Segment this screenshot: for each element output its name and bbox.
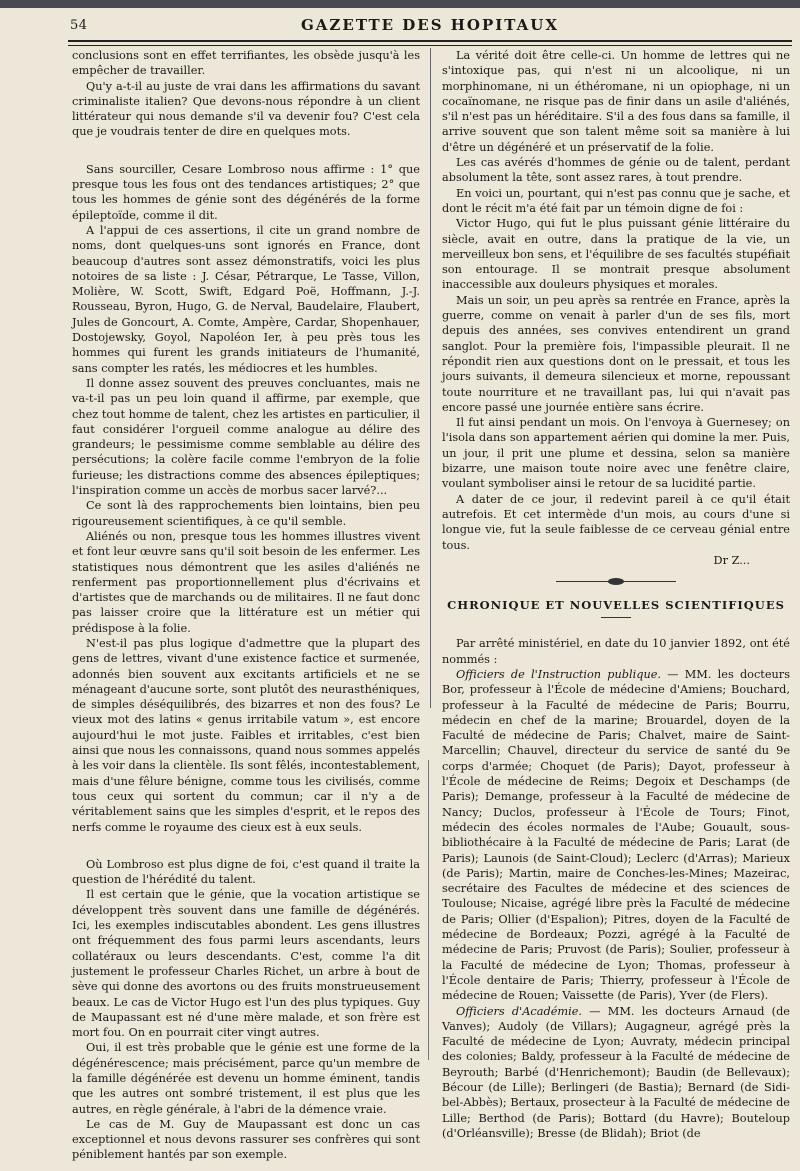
academie-label: Officiers d'Académie. (456, 1004, 583, 1018)
right-column (442, 48, 790, 1141)
header-rule (68, 40, 792, 46)
paragraph: Aliénés ou non, presque tous les hommes illustres vivent et font leur œuvre sans qu'il soit besoin de les enfermer. Les statistiques nous démontrent que les asiles d'aliénés ne renferment pas proportionnellement plus d'écrivains et d'artistes que de marchands ou de militaires. Il ne faut donc pas laisser croire que la littérature est un métier qui prédispose à la folie. (72, 529, 420, 635)
academie-list: — MM. les docteurs Arnaud (de Vanves); Audoly (de Villars); Augagneur, agrégé près la Faculté de médecine de Lyon; Auvraty, médecin principal des colonies; Baldy, professeur à la Faculté de médecine de Beyrouth; Barbé (d'Henrichemont); Baudin (de Bellevaux); Bécour (de Lille); Berlingeri (de Bastia); Bernard (de Sidi-bel-Abbès); Bertaux, prosecteur à la Faculté de médecine de Lille; Berthod (de Paris); Bottard (du Havre); Bouteloup (d'Orléansville); Bresse (de Blidah); Briot (de (442, 1004, 790, 1140)
paragraph: conclusions sont en effet terrifiantes, les obsède jusqu'à les empêcher de travailler. (72, 49, 420, 78)
paragraph: Ce sont là des rapprochements bien lointains, bien peu rigoureusement scientifiques, à ce qu'il semble. (72, 499, 420, 528)
paragraph: Sans sourciller, Cesare Lombroso nous affirme : 1° que presque tous les fous ont des tendances artistiques; 2° que tous les hommes de génie sont des dégénérés de la forme épileptoïde, comme il dit. (72, 162, 420, 222)
paragraph: Victor Hugo, qui fut le plus puissant génie littéraire du siècle, avait en outre, dans la pratique de la vie, un merveilleux bon sens, et l'équilibre de ses facultés stupéfiait son entourage. Il se montrait presque absolument inaccessible aux douleurs physiques et morales. (442, 217, 790, 292)
paragraph: Mais un soir, un peu après sa rentrée en France, après la guerre, comme on venait à parler d'un de ses fils, mort depuis des années, ses convives entendirent un grand sanglot. Pour la première fois, l'impassible pleurait. Il ne répondit rien aux questions dont on le pressait, et tous les jours suivants, il demeura silencieux et morne, repoussant toute nourriture et ne travaillant pas, lui qui n'avait pas encore passé une journée entière sans écrire. (442, 293, 790, 414)
paragraph: A dater de ce jour, il redevint pareil à ce qu'il était autrefois. Et cet intermède d'un mois, au cours d'une si longue vie, fut la seule faiblesse de ce cerveau génial entre tous. (442, 492, 790, 552)
paragraph: Il donne assez souvent des preuves concluantes, mais ne va-t-il pas un peu loin quand il affirme, par exemple, que chez tout homme de talent, chez les artistes en particulier, il faut considérer l'orgueil comme analogue au délire des grandeurs; le pessimisme comme semblable au délire des persécutions; la colère facile comme l'embryon de la folie furieuse; les distractions comme des absences épileptiques; l'inspiration comme un accès de morbus sacer larvé?... (72, 376, 420, 498)
paragraph: Les cas avérés d'hommes de génie ou de talent, perdant absolument la tête, sont assez rares, à tout prendre. (442, 156, 790, 185)
author-signature: Dr Z... (713, 553, 750, 567)
paragraph: A l'appui de ces assertions, il cite un grand nombre de noms, dont quelques-uns sont ignorés en France, dont beaucoup d'autres sont assez démonstratifs, voici les plus notoires de sa liste : J. César, Pétrarque, Le Tasse, Villon, Molière, W. Scott, Swift, Edgard Poë, Hoffmann, J.-J. Rousseau, Byron, Hugo, G. de Nerval, Baudelaire, Flaubert, Jules de Goncourt, A. Comte, Ampère, Cardar, Shopenhauer, Dostojewsky, Goyol, Napoléon Ier, à peu près tous les hommes qui furent les grands initiateurs de l'humanité, sans compter les ratés, les médiocres et les humbles. (72, 223, 420, 375)
ornament-separator (556, 578, 676, 586)
journal-title: GAZETTE DES HOPITAUX (300, 16, 559, 34)
paragraph: Qu'y a-t-il au juste de vrai dans les affirmations du savant criminaliste italien? Que devons-nous répondre à un client littérateur qui nous demande s'il va devenir fou? C'est cela que je voudrais tenter de dire en quelques mots. (72, 79, 420, 139)
paragraph: Le cas de M. Guy de Maupassant est donc un cas exceptionnel et nous devons rassurer ses confrères qui sont péniblement hantés par son exemple. (72, 1117, 420, 1162)
paragraph: N'est-il pas plus logique d'admettre que la plupart des gens de lettres, vivant d'une existence factice et surmenée, adonnés bien souvent aux excitants artificiels et ne se ménageant d'aucune sorte, sont plutôt des neurasthéniques, de simples déséquilibrés, des bizarres et non des fous? Le vieux mot des latins « genus irritabile vatum », est encore aujourd'hui le mot juste. Faibles et irritables, c'est bien ainsi que nous les connaissons, quand nous sommes appelés à les voir dans la clientèle. Ils sont fêlés, incontestablement, mais d'une fêlure bénigne, comme tous les civilisés, comme tous ceux qui sortent du commun; car il n'y a de véritablement sains que les simples d'esprit, et le repos des nerfs comme le royaume des cieux est à eux seuls. (72, 636, 420, 834)
paragraph: Où Lombroso est plus digne de foi, c'est quand il traite la question de l'hérédité du talent. (72, 857, 420, 887)
paragraph-officiers (442, 667, 790, 1004)
section-title-rule (601, 617, 631, 618)
column-divider (430, 48, 431, 708)
page-header (70, 14, 790, 38)
paragraph: Il fut ainsi pendant un mois. On l'envoya à Guernesey; on l'isola dans son appartement aérien qui domine la mer. Puis, un jour, il prit une plume et dessina, selon sa manière bizarre, une maison toute noire avec une fenêtre claire, voulant symboliser ainsi le retour de sa lucidité partie. (442, 416, 790, 491)
officiers-label: Officiers de l'Instruction publique. (456, 667, 662, 681)
top-border (0, 0, 800, 8)
section-title: CHRONIQUE ET NOUVELLES SCIENTIFIQUES (447, 598, 785, 613)
column-divider-lower (428, 760, 429, 1060)
left-column (72, 48, 420, 1163)
page-number: 54 (70, 18, 88, 33)
paragraph: En voici un, pourtant, qui n'est pas connu que je sache, et dont le récit m'a été fait par un témoin digne de foi : (442, 186, 790, 215)
paragraph-academie (442, 1004, 790, 1142)
paragraph: La vérité doit être celle-ci. Un homme de lettres qui ne s'intoxique pas, qui n'est ni un alcoolique, ni un morphinomane, ni un éthéromane, ni un opiophage, ni un cocaïnomane, ne risque pas de finir dans un asile d'aliénés, s'il n'est pas un héréditaire. S'il a des fous dans sa famille, il arrive souvent que son talent même soit sa manière à lui d'être un dégénéré et un préservatif de la folie. (442, 49, 790, 154)
paragraph: Par arrêté ministériel, en date du 10 janvier 1892, ont été nommés : (442, 637, 790, 666)
paragraph: Il est certain que le génie, que la vocation artistique se développent très souvent dans une famille de dégénérés. Ici, les exemples indiscutables abondent. Les gens illustres ont fréquemment des fous parmi leurs ascendants, leurs collatéraux ou leurs descendants. C'est, comme l'a dit justement le professeur Charles Richet, un arbre à bout de sève qui donne des avortons ou des fruits monstrueusement beaux. Le cas de Victor Hugo est l'un des plus typiques. Guy de Maupassant est né d'une mère malade, et son frère est mort fou. On en pourrait citer vingt autres. (72, 888, 420, 1040)
paragraph: Oui, il est très probable que le génie est une forme de la dégénérescence; mais précisément, parce qu'un membre de la famille dégénérée est devenu un homme éminent, tandis que les autres ont sombré tristement, il est plus que les autres, en règle générale, à l'abri de la démence vraie. (72, 1041, 420, 1116)
officiers-list: — MM. les docteurs Bor, professeur à l'École de médecine d'Amiens; Bouchard, professeur à la Faculté de médecine de Paris; Bourru, médecin en chef de la marine; Brouardel, doyen de la Faculté de médecine de Paris; Chalvet, maire de Saint-Marcellin; Chauvel, directeur du service de santé du 9e corps d'armée; Choquet (de Paris); Dayot, professeur à l'École de médecine de Reims; Degoix et Deschamps (de Paris); Demange, professeur à la Faculté de médecine de Nancy; Duclos, professeur à l'École de Tours; Finot, médecin des écoles normales de l'Aube; Gouault, sous-bibliothécaire à la Faculté de médecine de Paris; Larat (de Paris); Launois (de Saint-Cloud); Leclerc (d'Arras); Marieux (de Paris); Martin, maire de Conches-les-Mines; Mazeirac, secrétaire des Facultes de médecine et des sciences de Toulouse; Nicaise, agrégé libre près la Faculté de médecine de Paris; Ollier (d'Espalion); Pitres, doyen de la Faculté de médecine de Bordeaux; Pozzi, agrégé à la Faculté de médecine de Paris; Pruvost (de Paris); Soulier, professeur à la Faculté de médecine de Lyon; Thomas, professeur à l'École dentaire de Paris; Thierry, professeur à l'École de médecine de Rouen; Vaissette (de Paris), Yver (de Flers). (442, 667, 791, 1003)
